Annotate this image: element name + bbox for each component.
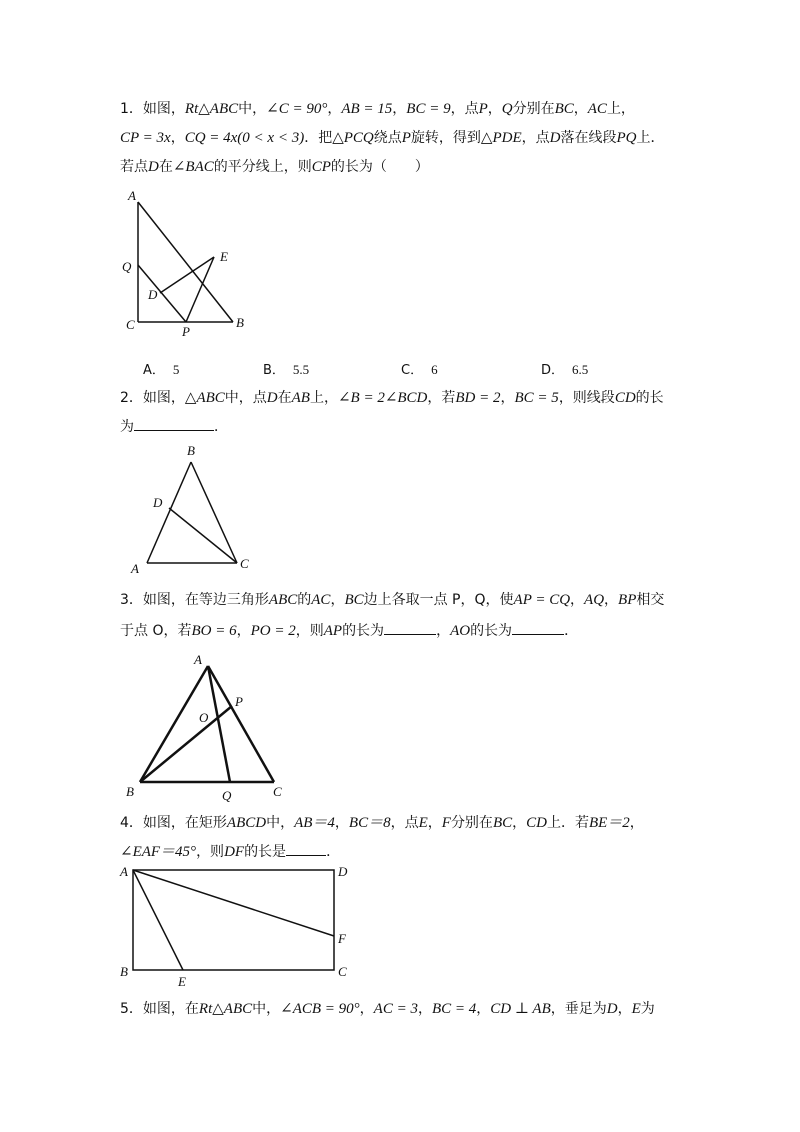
q2-label-B: B: [187, 443, 195, 458]
q3-ap-blank[interactable]: [384, 620, 436, 635]
q4-label-E: E: [178, 974, 186, 989]
q3-label-A: A: [194, 652, 202, 667]
q4-label-B: B: [120, 964, 128, 979]
q3-figure: [120, 648, 295, 808]
q1-line-1: 1．如图，Rt△ABC中，∠C = 90°，AB = 15，BC = 9，点P，Q分别在BC，AC上，: [120, 101, 635, 117]
q1-label-E: E: [220, 249, 228, 264]
q2-label-A: A: [131, 561, 139, 576]
q4-label-A: A: [120, 864, 128, 879]
q1-option-b[interactable]: B． 5.5: [263, 362, 310, 378]
q2-label-C: C: [240, 556, 249, 571]
q3-seg-AB: [140, 666, 208, 782]
q3-line-1: 3．如图，在等边三角形ABC的AC，BC边上各取一点 P，Q，使AP = CQ，AQ，BP相交: [120, 592, 665, 608]
q1-option-a[interactable]: A． 5: [143, 362, 180, 378]
q1-seg-AB: [138, 202, 233, 322]
q1-line-3: 若点D在∠BAC的平分线上，则CP的长为（ ）: [120, 159, 429, 175]
q3-seg-BP: [140, 706, 232, 782]
q1-label-P: P: [182, 324, 190, 339]
q1-seg-QP: [138, 265, 186, 322]
q1-option-c[interactable]: C． 6: [401, 362, 438, 378]
q1-label-D: D: [148, 287, 158, 302]
q4-label-F: F: [338, 931, 346, 946]
q2-line-1: 2．如图，△ABC中，点D在AB上，∠B = 2∠BCD，若BD = 2，BC = 5，则线段CD的长: [120, 390, 664, 406]
q1-label-Q: Q: [122, 259, 132, 274]
q3-label-P: P: [235, 694, 243, 709]
q4-seg-AE: [133, 870, 183, 970]
q1-label-B: B: [236, 315, 244, 330]
q4-seg-AF: [133, 870, 334, 936]
q2-answer-blank[interactable]: [134, 416, 214, 431]
q4-rect-ABCD: [133, 870, 334, 970]
q1-figure: [110, 185, 260, 345]
q4-answer-blank[interactable]: [286, 841, 326, 856]
q4-line-2: ∠EAF＝45°，则DF的长是 ．: [120, 841, 340, 861]
q3-label-B: B: [126, 784, 134, 799]
q4-label-C: C: [338, 964, 347, 979]
q3-label-O: O: [199, 710, 209, 725]
q4-figure: [115, 860, 360, 990]
q5-line-1: 5．如图，在Rt△ABC中，∠ACB = 90°，AC = 3，BC = 4，CD ⊥ AB，垂足为D，E为: [120, 1001, 655, 1017]
q4-label-D: D: [338, 864, 348, 879]
q2-line-2: 为 ．: [120, 416, 228, 436]
q3-label-Q: Q: [222, 788, 232, 803]
q1-label-A: A: [128, 188, 136, 203]
q1-label-C: C: [126, 317, 135, 332]
q2-seg-CD: [169, 508, 237, 563]
q2-seg-BC: [191, 462, 237, 563]
q1-line-2: CP = 3x，CQ = 4x(0 < x < 3)．把△PCQ绕点P旋转，得到△PDE，点D落在线段PQ上．: [120, 130, 665, 146]
q4-line-1: 4．如图，在矩形ABCD中，AB＝4，BC＝8，点E，F分别在BC，CD上．若BE＝2，: [120, 815, 644, 831]
q3-ao-blank[interactable]: [512, 620, 564, 635]
q1-option-d[interactable]: D． 6.5: [541, 362, 589, 378]
q2-figure: [125, 440, 265, 580]
q3-label-C: C: [273, 784, 282, 799]
q3-line-2: 于点 O，若BO = 6，PO = 2，则AP的长为 ，AO的长为 ．: [120, 620, 578, 640]
q2-seg-AB: [147, 462, 191, 563]
q2-label-D: D: [153, 495, 163, 510]
